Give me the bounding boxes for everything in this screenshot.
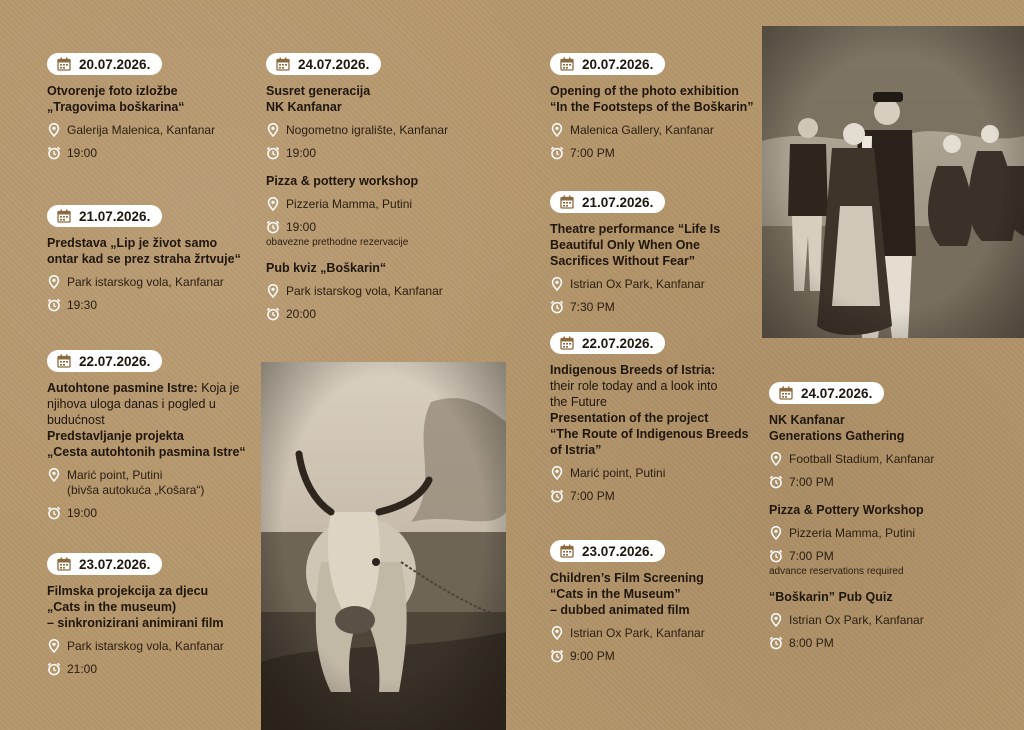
- ox-photo: [261, 362, 506, 730]
- event-time: 19:30: [47, 298, 257, 313]
- event-time: 7:00 PM: [769, 475, 989, 490]
- event-location: Malenica Gallery, Kanfanar: [550, 123, 760, 138]
- date-pill: 22.07.2026.: [47, 350, 162, 372]
- event-22-07-en: [550, 332, 760, 504]
- event-22-07-hr: [47, 350, 257, 521]
- location-pin-icon: [550, 466, 564, 480]
- location-pin-icon: [769, 452, 783, 466]
- event-time: 21:00: [47, 662, 257, 677]
- event-title: Filmska projekcija za djecu „Cats in the museum) – sinkronizirani animirani film: [47, 584, 224, 630]
- location-pin-icon: [769, 613, 783, 627]
- alarm-clock-icon: [47, 298, 61, 312]
- location-pin-icon: [47, 639, 61, 653]
- event-title: Pizza & pottery workshop: [266, 174, 419, 188]
- alarm-clock-icon: [47, 662, 61, 676]
- event-23-07-en: [550, 540, 760, 664]
- event-time: 8:00 PM: [769, 636, 989, 651]
- event-20-07-en: [550, 53, 760, 161]
- alarm-clock-icon: [550, 649, 564, 663]
- date-pill: 20.07.2026.: [550, 53, 665, 75]
- location-pin-icon: [550, 277, 564, 291]
- alarm-clock-icon: [266, 307, 280, 321]
- event-title: Otvorenje foto izložbe „Tragovima boškarina“: [47, 84, 185, 114]
- date-pill: 23.07.2026.: [550, 540, 665, 562]
- alarm-clock-icon: [769, 549, 783, 563]
- event-location: Istrian Ox Park, Kanfanar: [769, 613, 989, 628]
- calendar-icon: [560, 195, 574, 209]
- alarm-clock-icon: [769, 636, 783, 650]
- event-time: 19:00: [47, 506, 257, 521]
- event-location: Marić point, Putini (bivša autokuća „Košara“): [47, 468, 257, 498]
- calendar-icon: [560, 336, 574, 350]
- event-location: Park istarskog vola, Kanfanar: [266, 284, 466, 299]
- event-title: Predstava „Lip je život samo ontar kad se prez straha žrtvuje“: [47, 236, 241, 266]
- event-location: Nogometno igralište, Kanfanar: [266, 123, 466, 138]
- event-time: 7:00 PM: [769, 549, 989, 564]
- event-location: Football Stadium, Kanfanar: [769, 452, 989, 467]
- alarm-clock-icon: [266, 220, 280, 234]
- location-pin-icon: [47, 468, 61, 482]
- event-23-07-hr: [47, 553, 257, 677]
- event-title: Theatre performance “Life Is Beautiful Only When One Sacrifices Without Fear”: [550, 222, 721, 268]
- event-location: Istrian Ox Park, Kanfanar: [550, 626, 760, 641]
- location-pin-icon: [266, 123, 280, 137]
- event-time: 19:00: [47, 146, 252, 161]
- folk-dancers-photo: [762, 26, 1024, 338]
- location-pin-icon: [266, 284, 280, 298]
- event-title: “Boškarin” Pub Quiz: [769, 590, 893, 604]
- event-location: Marić point, Putini: [550, 466, 760, 481]
- calendar-icon: [276, 57, 290, 71]
- date-pill: 23.07.2026.: [47, 553, 162, 575]
- location-pin-icon: [47, 275, 61, 289]
- event-title: Opening of the photo exhibition “In the Footsteps of the Boškarin”: [550, 84, 754, 114]
- event-location: Pizzeria Mamma, Putini: [769, 526, 989, 541]
- event-title: Susret generacija NK Kanfanar: [266, 84, 371, 114]
- event-title: Indigenous Breeds of Istria: their role today and a look into the Future Presentation of the project “The Route of Indigenous Breeds of Istria”: [550, 363, 749, 457]
- alarm-clock-icon: [550, 489, 564, 503]
- date-pill: 24.07.2026.: [266, 53, 381, 75]
- event-title: Autohtone pasmine Istre: Koja je njihova uloga danas i pogled u budućnost Predstavljanje projekta „Cesta autohtonih pasmina Istre“: [47, 381, 246, 459]
- date-pill: 22.07.2026.: [550, 332, 665, 354]
- calendar-icon: [57, 57, 71, 71]
- alarm-clock-icon: [47, 146, 61, 160]
- calendar-icon: [57, 354, 71, 368]
- date-pill: 21.07.2026.: [550, 191, 665, 213]
- calendar-icon: [57, 557, 71, 571]
- event-24-07-hr: [266, 53, 466, 322]
- event-location: Pizzeria Mamma, Putini: [266, 197, 466, 212]
- event-location: Park istarskog vola, Kanfanar: [47, 639, 257, 654]
- event-location: Park istarskog vola, Kanfanar: [47, 275, 257, 290]
- event-title: NK Kanfanar Generations Gathering: [769, 413, 905, 443]
- date-pill: 24.07.2026.: [769, 382, 884, 404]
- alarm-clock-icon: [550, 146, 564, 160]
- location-pin-icon: [47, 123, 61, 137]
- event-time: 19:00: [266, 146, 466, 161]
- calendar-icon: [57, 209, 71, 223]
- location-pin-icon: [769, 526, 783, 540]
- calendar-icon: [560, 57, 574, 71]
- event-time: 7:30 PM: [550, 300, 760, 315]
- event-time: 9:00 PM: [550, 649, 760, 664]
- reservation-note: advance reservations required: [769, 566, 904, 577]
- alarm-clock-icon: [550, 300, 564, 314]
- event-time: 7:00 PM: [550, 489, 760, 504]
- event-title: Children’s Film Screening “Cats in the Museum” – dubbed animated film: [550, 571, 704, 617]
- event-time: 7:00 PM: [550, 146, 760, 161]
- reservation-note: obavezne prethodne rezervacije: [266, 237, 409, 248]
- event-20-07-hr: [47, 53, 252, 161]
- event-21-07-hr: [47, 205, 257, 313]
- boskarin-ox-image: [261, 362, 506, 730]
- location-pin-icon: [550, 626, 564, 640]
- event-title: Pub kviz „Boškarin“: [266, 261, 387, 275]
- folk-dancers-image: [762, 26, 1024, 338]
- event-time: 20:00: [266, 307, 466, 322]
- calendar-icon: [560, 544, 574, 558]
- event-time: 19:00: [266, 220, 466, 235]
- alarm-clock-icon: [266, 146, 280, 160]
- location-pin-icon: [550, 123, 564, 137]
- date-pill: 20.07.2026.: [47, 53, 162, 75]
- date-pill: 21.07.2026.: [47, 205, 162, 227]
- calendar-icon: [779, 386, 793, 400]
- event-location: Galerija Malenica, Kanfanar: [47, 123, 252, 138]
- event-21-07-en: [550, 191, 760, 315]
- alarm-clock-icon: [47, 506, 61, 520]
- location-pin-icon: [266, 197, 280, 211]
- alarm-clock-icon: [769, 475, 783, 489]
- event-location: Istrian Ox Park, Kanfanar: [550, 277, 760, 292]
- event-24-07-en: [769, 382, 989, 651]
- event-title: Pizza & Pottery Workshop: [769, 503, 924, 517]
